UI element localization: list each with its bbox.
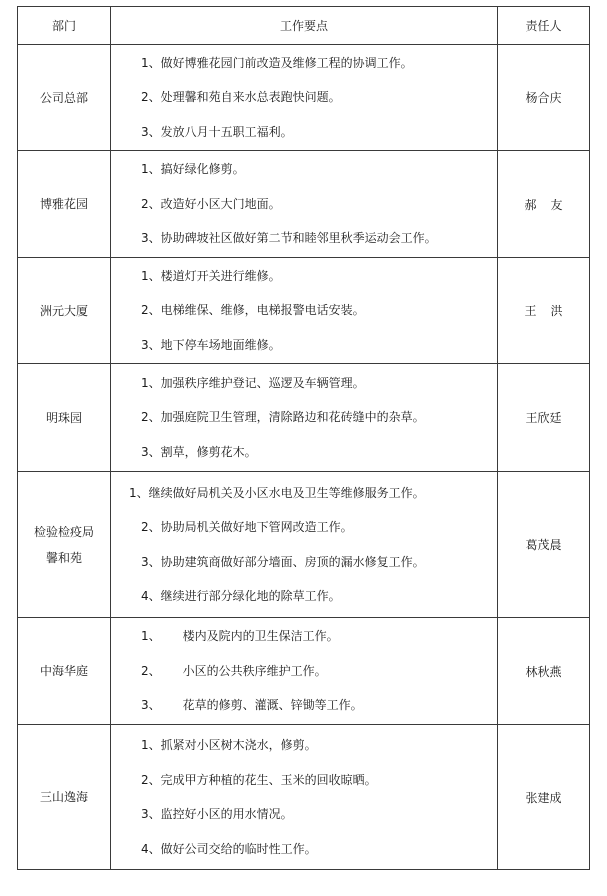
dept-cell: [18, 258, 111, 364]
tasks-cell: [111, 258, 498, 364]
task-item: 3、发放八月十五职工福利。: [141, 124, 293, 139]
dept-cell: [18, 364, 111, 472]
header-tasks: 工作要点: [111, 7, 498, 45]
task-item: 2、加强庭院卫生管理，清除路边和花砖缝中的杂草。: [141, 410, 425, 425]
table-row: [18, 258, 590, 364]
header-dept: 部门: [18, 7, 111, 45]
owner-cell: [498, 151, 590, 258]
task-item: 1、楼道灯开关进行维修。: [141, 268, 281, 283]
tasks-cell: [111, 45, 498, 151]
work-plan-table: [17, 6, 590, 870]
dept-name: 三山逸海: [39, 790, 88, 804]
task-item: 2、协助局机关做好地下管网改造工作。: [141, 520, 353, 534]
task-item: 4、继续进行部分绿化地的除草工作。: [141, 589, 341, 603]
owner-cell: 王欣廷: [498, 364, 590, 472]
task-item: 1、做好博雅花园门前改造及维修工程的协调工作。: [141, 55, 413, 70]
dept-name: 馨和苑: [45, 550, 82, 565]
task-item: 3、地下停车场地面维修。: [141, 337, 281, 352]
table-row: [18, 151, 590, 258]
task-item: 1、 楼内及院内的卫生保洁工作。: [141, 629, 339, 644]
dept-name: 公司总部: [39, 90, 88, 105]
task-item: 1、继续做好局机关及小区水电及卫生等维修服务工作。: [129, 485, 425, 500]
table-row: [18, 364, 590, 472]
dept-cell: [18, 151, 111, 258]
owner-cell: [498, 258, 590, 364]
task-item: 3、割草，修剪花木。: [141, 444, 257, 459]
task-item: 2、 小区的公共秩序维护工作。: [141, 663, 327, 678]
task-item: 4、做好公司交给的临时性工作。: [141, 841, 317, 856]
owner-cell: 林秋燕: [498, 618, 590, 725]
dept-cell: [18, 618, 111, 725]
tasks-cell: [111, 472, 498, 618]
tasks-cell: [111, 364, 498, 472]
header-row: [18, 7, 590, 45]
table-row: [18, 725, 590, 870]
task-item: 2、电梯维保、维修，电梯报警电话安装。: [141, 303, 365, 318]
table-row: [18, 472, 590, 618]
task-item: 3、协助建筑商做好部分墙面、房顶的漏水修复工作。: [141, 554, 425, 569]
table-row: [18, 618, 590, 725]
task-item: 2、完成甲方种植的花生、玉米的回收晾晒。: [141, 772, 377, 787]
task-item: 2、改造好小区大门地面。: [141, 196, 281, 211]
task-item: 3、协助碑坡社区做好第二节和睦邻里秋季运动会工作。: [141, 231, 437, 246]
tasks-cell: [111, 151, 498, 258]
task-item: 2、处理馨和苑自来水总表跑快问题。: [141, 90, 341, 105]
dept-name: 明珠园: [45, 410, 82, 425]
task-item: 1、加强秩序维护登记、巡逻及车辆管理。: [141, 375, 365, 390]
dept-name: 检验检疫局: [33, 524, 94, 539]
task-item: 1、抓紧对小区树木浇水，修剪。: [141, 738, 317, 752]
owner-cell: 葛茂晨: [498, 472, 590, 618]
dept-cell: [18, 45, 111, 151]
dept-name: 洲元大厦: [39, 303, 88, 318]
dept-cell: [18, 725, 111, 870]
dept-name: 中海华庭: [39, 664, 88, 678]
task-item: 3、 花草的修剪、灌溉、锌锄等工作。: [141, 698, 363, 713]
tasks-cell: [111, 725, 498, 870]
owner-cell: 张建成: [498, 725, 590, 870]
owner-name: 王洪: [524, 304, 577, 318]
task-item: 1、搞好绿化修剪。: [141, 162, 245, 177]
tasks-cell: [111, 618, 498, 725]
task-item: 3、监控好小区的用水情况。: [141, 807, 293, 821]
owner-name: 郝友: [524, 197, 577, 212]
dept-name: 博雅花园: [39, 197, 88, 211]
table-row: [18, 45, 590, 151]
header-owner: 责任人: [498, 7, 590, 45]
dept-cell: [18, 472, 111, 618]
owner-cell: 杨合庆: [498, 45, 590, 151]
